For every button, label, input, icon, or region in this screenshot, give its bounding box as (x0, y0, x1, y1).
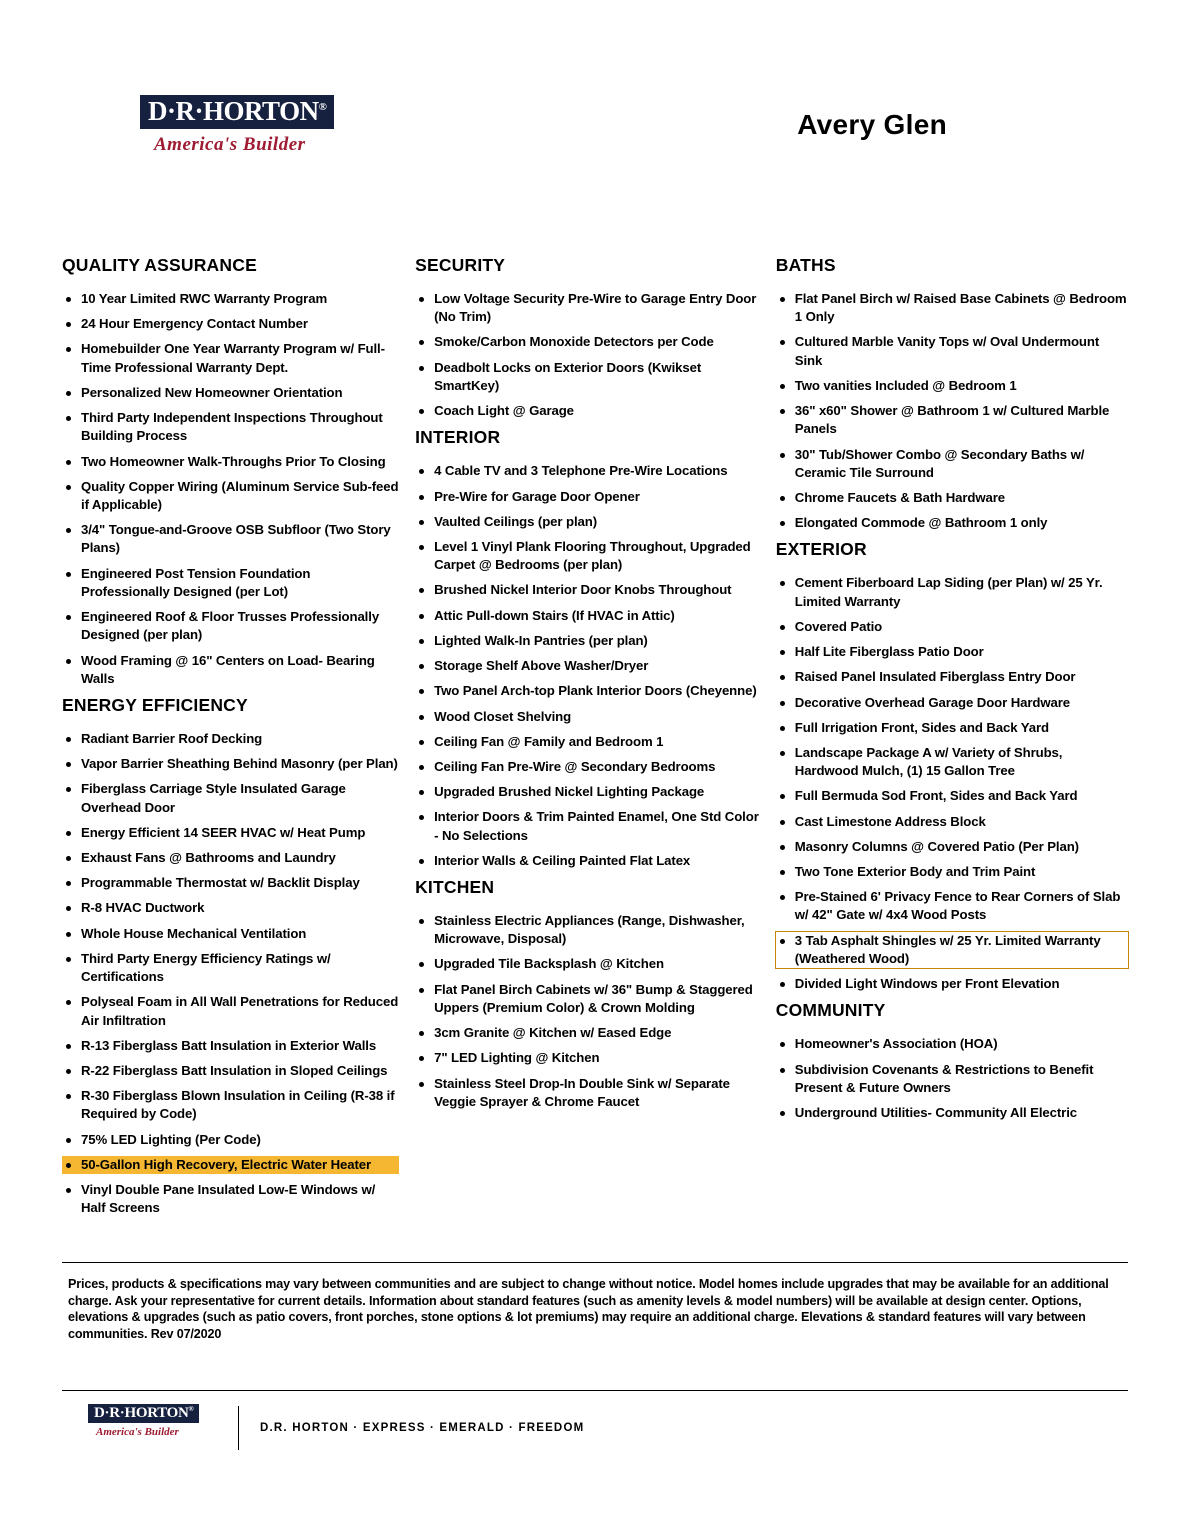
list-item: 75% LED Lighting (Per Code) (62, 1131, 399, 1149)
list-security (415, 290, 760, 420)
list-item: Stainless Steel Drop-In Double Sink w/ Separate Veggie Sprayer & Chrome Faucet (415, 1075, 760, 1111)
divider-bottom (62, 1390, 1128, 1391)
list-item: Engineered Roof & Floor Trusses Professionally Designed (per plan) (62, 608, 399, 644)
list-item: Level 1 Vinyl Plank Flooring Throughout, Upgraded Carpet @ Bedrooms (per plan) (415, 538, 760, 574)
list-item: Upgraded Brushed Nickel Lighting Package (415, 783, 760, 801)
list-item: Interior Doors & Trim Painted Enamel, One Std Color - No Selections (415, 808, 760, 844)
list-item-annotated-shingles: 3 Tab Asphalt Shingles w/ 25 Yr. Limited Warranty (Weathered Wood) (776, 932, 1128, 968)
list-item: Interior Walls & Ceiling Painted Flat Latex (415, 852, 760, 870)
section-heading-security: SECURITY (415, 255, 506, 275)
list-item: 36" x60" Shower @ Bathroom 1 w/ Cultured Marble Panels (776, 402, 1128, 438)
list-item: Personalized New Homeowner Orientation (62, 384, 399, 402)
column-1 (62, 255, 415, 1225)
divider-top (62, 1262, 1128, 1263)
list-item: 7" LED Lighting @ Kitchen (415, 1049, 760, 1067)
list-item: 3/4" Tongue-and-Groove OSB Subfloor (Two Story Plans) (62, 521, 399, 557)
list-energy-efficiency (62, 730, 399, 1218)
list-baths (776, 290, 1128, 532)
list-item: Half Lite Fiberglass Patio Door (776, 643, 1128, 661)
list-item: Flat Panel Birch Cabinets w/ 36" Bump & Staggered Uppers (Premium Color) & Crown Molding (415, 981, 760, 1017)
list-item: Pre-Stained 6' Privacy Fence to Rear Corners of Slab w/ 42" Gate w/ 4x4 Wood Posts (776, 888, 1128, 924)
list-item: Energy Efficient 14 SEER HVAC w/ Heat Pump (62, 824, 399, 842)
list-item: Two Homeowner Walk-Throughs Prior To Closing (62, 453, 399, 471)
list-item: Coach Light @ Garage (415, 402, 760, 420)
list-item: Flat Panel Birch w/ Raised Base Cabinets @ Bedroom 1 Only (776, 290, 1128, 326)
disclaimer-text: Prices, products & specifications may vary between communities and are subject to change without notice. Model homes include upgrades that may be available for an additional charge. Ask your representative for current details. Information about standard features (such as amenity levels & model numbers) will be available at design center. Options, elevations & upgrades (such as patio covers, front porches, stone options & lot premiums) may require an additional charge. Elevations & standard features will vary between communities. Rev 07/2020 (68, 1277, 1109, 1341)
list-item: Low Voltage Security Pre-Wire to Garage Entry Door (No Trim) (415, 290, 760, 326)
list-item: Cement Fiberboard Lap Siding (per Plan) w/ 25 Yr. Limited Warranty (776, 574, 1128, 610)
list-item: Vaulted Ceilings (per plan) (415, 513, 760, 531)
list-item: Quality Copper Wiring (Aluminum Service Sub-feed if Applicable) (62, 478, 399, 514)
list-item: Deadbolt Locks on Exterior Doors (Kwikset SmartKey) (415, 359, 760, 395)
list-item: Fiberglass Carriage Style Insulated Garage Overhead Door (62, 780, 399, 816)
list-item: Upgraded Tile Backsplash @ Kitchen (415, 955, 760, 973)
list-item: Divided Light Windows per Front Elevation (776, 975, 1128, 993)
dr-horton-logo-mark (140, 95, 334, 129)
list-item: Third Party Independent Inspections Throughout Building Process (62, 409, 399, 445)
section-heading-exterior: EXTERIOR (775, 539, 867, 560)
list-kitchen (415, 912, 760, 1111)
footer-logo-text: D·R·HORTON (94, 1405, 189, 1421)
page-footer (88, 1404, 1123, 1464)
list-item: Exhaust Fans @ Bathrooms and Laundry (62, 849, 399, 867)
footer-logo-tagline: America's Builder (96, 1426, 179, 1438)
list-item: Whole House Mechanical Ventilation (62, 925, 399, 943)
list-exterior (776, 574, 1128, 993)
footer-brand-list: D.R. HORTON · EXPRESS · EMERALD · FREEDOM (260, 1422, 585, 1434)
feature-columns (62, 255, 1128, 1225)
list-item: Programmable Thermostat w/ Backlit Display (62, 874, 399, 892)
list-interior (415, 462, 760, 870)
list-item: 3cm Granite @ Kitchen w/ Eased Edge (415, 1024, 760, 1042)
footer-logo (88, 1404, 1123, 1438)
list-quality-assurance (62, 290, 399, 688)
list-item: 24 Hour Emergency Contact Number (62, 315, 399, 333)
list-item: Brushed Nickel Interior Door Knobs Throughout (415, 581, 760, 599)
list-item: Third Party Energy Efficiency Ratings w/ Certifications (62, 950, 399, 986)
page-title: Avery Glen (797, 109, 947, 140)
list-item: Two Tone Exterior Body and Trim Paint (776, 863, 1128, 881)
column-3 (776, 255, 1128, 1225)
section-heading-kitchen: KITCHEN (415, 877, 495, 898)
list-item: Engineered Post Tension Foundation Professionally Designed (per Lot) (62, 565, 399, 601)
list-item: Masonry Columns @ Covered Patio (Per Plan) (776, 838, 1128, 856)
list-item: Full Irrigation Front, Sides and Back Yard (776, 719, 1128, 737)
list-item: Storage Shelf Above Washer/Dryer (415, 657, 760, 675)
list-item: Full Bermuda Sod Front, Sides and Back Yard (776, 787, 1128, 805)
list-item: Homeowner's Association (HOA) (776, 1035, 1128, 1053)
section-heading-baths: BATHS (775, 255, 836, 275)
registered-trademark-icon: ® (318, 101, 327, 113)
list-item: Two Panel Arch-top Plank Interior Doors (Cheyenne) (415, 682, 760, 700)
section-heading-interior: INTERIOR (415, 427, 501, 448)
list-item: Vinyl Double Pane Insulated Low-E Windows w/ Half Screens (62, 1181, 399, 1217)
footer-vertical-divider (238, 1406, 239, 1450)
list-item: Radiant Barrier Roof Decking (62, 730, 399, 748)
registered-trademark-icon: ® (188, 1405, 194, 1413)
list-item: Ceiling Fan @ Family and Bedroom 1 (415, 733, 760, 751)
list-item: Vapor Barrier Sheathing Behind Masonry (per Plan) (62, 755, 399, 773)
column-2 (415, 255, 776, 1225)
list-item: Underground Utilities- Community All Electric (776, 1104, 1128, 1122)
list-item: Stainless Electric Appliances (Range, Dishwasher, Microwave, Disposal) (415, 912, 760, 948)
list-item: Wood Framing @ 16" Centers on Load- Bearing Walls (62, 652, 399, 688)
list-item: Homebuilder One Year Warranty Program w/ Full-Time Professional Warranty Dept. (62, 340, 399, 376)
list-item: Elongated Commode @ Bathroom 1 only (776, 514, 1128, 532)
page-header (140, 95, 1065, 185)
list-item: Covered Patio (776, 618, 1128, 636)
list-item: R-13 Fiberglass Batt Insulation in Exterior Walls (62, 1037, 399, 1055)
list-item-highlighted-water-heater: 50-Gallon High Recovery, Electric Water Heater (62, 1156, 399, 1174)
list-item: Lighted Walk-In Pantries (per plan) (415, 632, 760, 650)
list-item: 10 Year Limited RWC Warranty Program (62, 290, 399, 308)
logo-text: D·R·HORTON (148, 96, 319, 126)
list-item: Smoke/Carbon Monoxide Detectors per Code (415, 333, 760, 351)
list-item: R-30 Fiberglass Blown Insulation in Ceiling (R-38 if Required by Code) (62, 1087, 399, 1123)
list-item: Pre-Wire for Garage Door Opener (415, 488, 760, 506)
list-item: 4 Cable TV and 3 Telephone Pre-Wire Locations (415, 462, 760, 480)
section-heading-quality-assurance: QUALITY ASSURANCE (62, 255, 257, 275)
section-heading-community: COMMUNITY (775, 1000, 886, 1021)
dr-horton-tagline: America's Builder (154, 134, 306, 155)
list-item: Polyseal Foam in All Wall Penetrations for Reduced Air Infiltration (62, 993, 399, 1029)
footer-logo-mark (88, 1404, 199, 1423)
list-item: Subdivision Covenants & Restrictions to Benefit Present & Future Owners (776, 1061, 1128, 1097)
list-item: Cultured Marble Vanity Tops w/ Oval Undermount Sink (776, 333, 1128, 369)
list-item: Chrome Faucets & Bath Hardware (776, 489, 1128, 507)
list-item: Attic Pull-down Stairs (If HVAC in Attic) (415, 607, 760, 625)
dr-horton-logo (140, 95, 350, 156)
list-item: Landscape Package A w/ Variety of Shrubs, Hardwood Mulch, (1) 15 Gallon Tree (776, 744, 1128, 780)
list-community (776, 1035, 1128, 1122)
list-item: Raised Panel Insulated Fiberglass Entry Door (776, 668, 1128, 686)
list-item: Ceiling Fan Pre-Wire @ Secondary Bedrooms (415, 758, 760, 776)
list-item: Two vanities Included @ Bedroom 1 (776, 377, 1128, 395)
list-item: 30" Tub/Shower Combo @ Secondary Baths w/ Ceramic Tile Surround (776, 446, 1128, 482)
list-item: Cast Limestone Address Block (776, 813, 1128, 831)
list-item: R-22 Fiberglass Batt Insulation in Sloped Ceilings (62, 1062, 399, 1080)
section-heading-energy-efficiency: ENERGY EFFICIENCY (62, 694, 248, 715)
list-item: Wood Closet Shelving (415, 708, 760, 726)
list-item: R-8 HVAC Ductwork (62, 899, 399, 917)
list-item: Decorative Overhead Garage Door Hardware (776, 694, 1128, 712)
